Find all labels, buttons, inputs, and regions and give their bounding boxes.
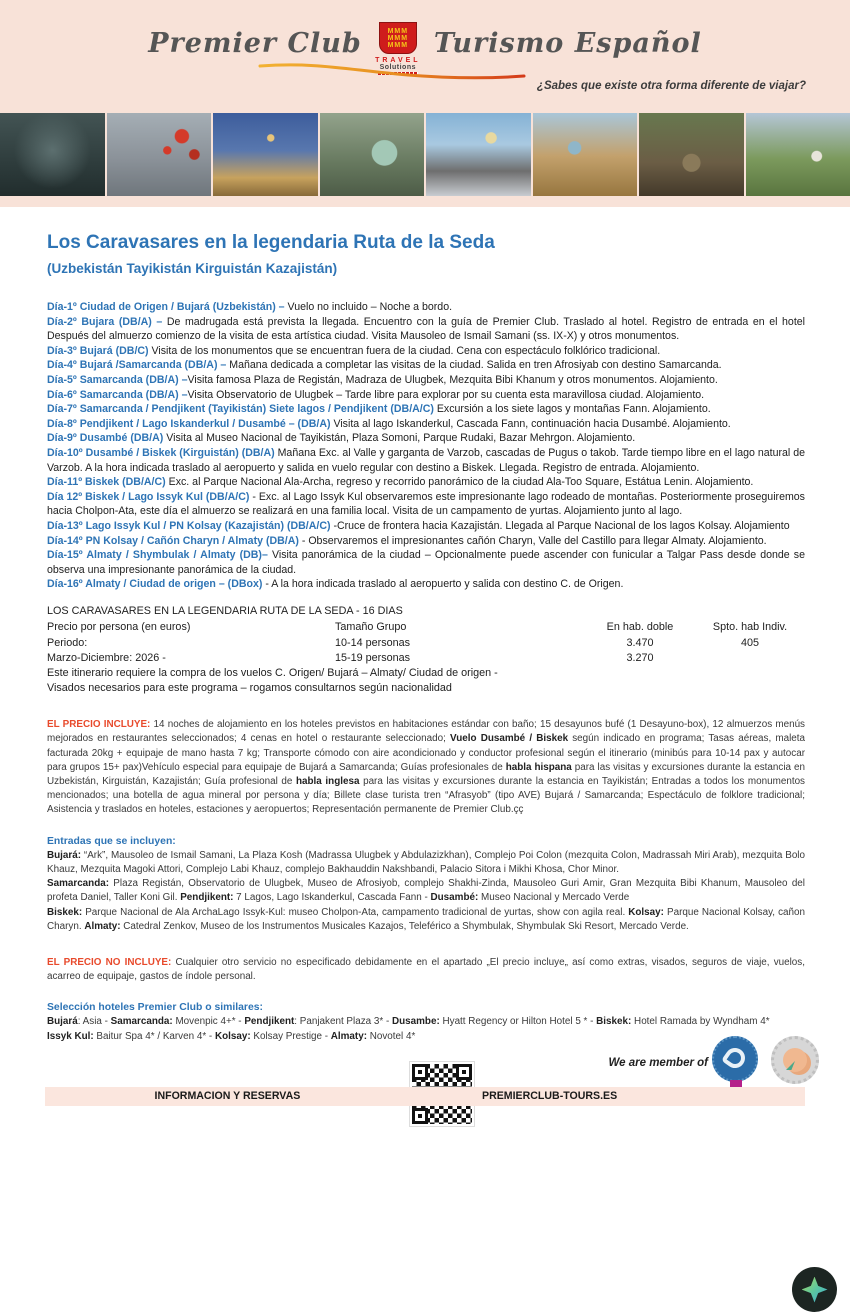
itinerary-day: Día-5º Samarcanda (DB/A) –Visita famosa Plaza de Registán, Madraza de Ulugbek, Mezquita Bibi Khanum y otros monumentos. Alojamiento.: [47, 373, 718, 386]
pricing-cell: 3.270: [626, 652, 654, 665]
price-includes-paragraph: EL PRECIO INCLUYE: 14 noches de alojamiento en los hoteles previstos en habitaciones estándar con baño; 15 desayunos bufé (1 Desayuno-box), 12 almuerzos menús mejorados en restaurantes seleccionados; 4 cenas en hotel o restaurante seleccionado; Vuelo Dusambé / Biskek según indicado en programa; Tasas aéreas, maleta facturada 20kg + equipaje de mano hasta 7 kg; Transporte cómodo con aire acondicionado y conductor profesional según el itinerario (minibús para 10-14 pax y autocar para grupos 15+ pax)Vehículo especial para equipaje de Bujará a Samarcanda; Guías profesionales de habla hispana para las visitas y excursiones durante la estancia en Uzbekistán, Kirguistán, Kazajistán; Guía profesional de habla inglesa para las visitas y excursiones durante la estancia en Tayikistán; Entradas a todos los monumentos mencionados; una botella de agua mineral por persona y día; Billete clase turista tren “Afrasyob” (tipo AVE) Bujará / Samarcanda; Espectáculo de folklore tradicional; Asistencia y traslados en hoteles, estaciones y aeropuertos; Representación permanente de Premier Club.çç: [47, 719, 805, 816]
itinerary-day: Día-4º Bujará /Samarcanda (DB/A) – Mañana dedicada a completar las visitas de la ciudad. Salida en tren Afrosiyab con destino Samarcanda.: [47, 359, 722, 372]
floating-widget-button[interactable]: [792, 1267, 837, 1312]
itinerary-day: Día-6º Samarcanda (DB/A) –Visita Observatorio de Ulugbek – Tarde libre para explorar por su cuenta esta maravillosa ciudad. Alojamiento.: [47, 388, 705, 401]
membership-seal-icon: [771, 1036, 819, 1084]
entradas-heading: Entradas que se incluyen:: [47, 835, 176, 847]
page-title: Los Caravasares en la legendaria Ruta de la Seda: [47, 232, 495, 253]
itinerary-day: Día-9º Dusambé (DB/A) Visita al Museo Nacional de Tayikistán, Plaza Somoni, Parque Rudaki, Bazar Mehrgon. Alojamiento.: [47, 432, 636, 445]
itinerary-day: Día-1º Ciudad de Origen / Bujará (Uzbekistán) – Vuelo no incluido – Noche a bordo.: [47, 301, 453, 313]
member-label: We are member of: [608, 1057, 708, 1069]
pricing-table: [47, 620, 805, 666]
pricing-heading: LOS CARAVASARES EN LA LEGENDARIA RUTA DE LA SEDA - 16 DIAS: [47, 604, 403, 617]
entradas-samarcanda: Samarcanda: Plaza Registán, Observatorio de Ulugbek, Museo de Afrosiyob, complejo Shakhi-Zinda, Mausoleo Guri Amir, Gran Mezquita Bibi Khanum, Mausoleo del profeta Daniel, Taller Koni Gil. Pendjikent: 7 Lagos, Lago Iskanderkul, Cascada Fann - Dusambé: Museo Nacional y Mercado Verde: [47, 878, 805, 904]
header-tagline: ¿Sabes que existe otra forma diferente de viajar?: [536, 80, 806, 92]
info-reservas-label: INFORMACION Y RESERVAS: [154, 1090, 301, 1102]
pricing-cell: Spto. hab Indiv.: [712, 620, 788, 633]
pricing-cell: [695, 651, 805, 666]
itinerary-day: Día-7º Samarcanda / Pendjikent (Tayikistán) Siete lagos / Pendjikent (DB/A/C) Excursión a los siete lagos y montañas Fann. Alojamiento.: [47, 403, 711, 416]
itinerary-day: Día-11º Biskek (DB/A/C) Exc. al Parque Nacional Ala-Archa, regreso y recorrido panorámico de la ciudad Ala-Too Square, Estátua Lenin. Alojamiento.: [47, 476, 754, 489]
entradas-biskek: Biskek: Parque Nacional de Ala ArchaLago Issyk-Kul: museo Cholpon-Ata, campamento tradicional de yurtas, show con agila real. Kolsay: Parque Nacional Kolsay, cañon Charyn. Almaty: Catedral Zenkov, Museo de los Instrumentos Musicales Kazajos, Teleférico a Shymbulak, Shymbulak Ski Resort, Mercado Verde.: [47, 906, 805, 932]
pricing-cell: Periodo:: [47, 636, 88, 649]
itinerary-day: Día-2º Bujara (DB/A) – De madrugada está prevista la llegada. Encuentro con la guía de Premier Club. Traslado al hotel. Registro de entrada en el hotel Después del almuerzo comienzo de la visita de esta artística ciudad. Visita Mausoleo de Ismail Samani (ss. IX-X) y otros monumentos.: [47, 315, 806, 343]
pricing-cell: 15-19 personas: [335, 652, 411, 665]
brand-premier-club: Premier Club: [148, 28, 362, 59]
page-subtitle: (Uzbekistán Tayikistán Kirguistán Kazajistán): [47, 261, 338, 276]
hotels-line-1: Bujará: Asia - Samarcanda: Movenpic 4+* - Pendjikent: Panjakent Plaza 3* - Dusambe: Hyatt Regency or Hilton Hotel 5 * - Biskek: Hotel Ramada by Wyndham 4*: [47, 1016, 770, 1028]
brand-turismo-espanol: Turismo Español: [433, 28, 702, 59]
photo-strip: [0, 113, 850, 196]
itinerary-section: [47, 300, 805, 592]
pricing-cell: 3.470: [626, 636, 654, 649]
photo-bridge-cathedral: [426, 113, 531, 196]
itinerary-day: Día-13º Lago Issyk Kul / PN Kolsay (Kazajistán) (DB/A/C) -Cruce de frontera hacia Kazajistán. Llegada al Parque Nacional de los lagos Kolsay. Alojamiento: [47, 519, 790, 532]
photo-temple-ruins: [639, 113, 744, 196]
pricing-cell: Precio por persona (en euros): [47, 620, 191, 633]
itinerary-day: Día-10º Dusambé / Biskek (Kirguistán) (DB/A) Mañana Exc. al Valle y garganta de Varzob, cascadas de Pugus o takob. Tarde tiempo libre en el lago natural de Varzob. A la hora indicada traslado al aeropuerto y salida en vuelo regular con destino a Biskek. Llegada. Registro de entrada. Alojamiento.: [47, 446, 805, 474]
itinerary-day: Día-14º PN Kolsay / Cañón Charyn / Almaty (DB/A) - Observaremos el impresionantes cañón Charyn, Valle del Castillo para llegar Almaty. Alojamiento.: [47, 534, 767, 547]
logo-travel-label: TRAVEL: [375, 57, 421, 64]
hotels-line-2: Issyk Kul: Baitur Spa 4* / Karven 4* - Kolsay: Kolsay Prestige - Almaty: Novotel 4*: [47, 1030, 416, 1042]
document-body: [47, 232, 805, 1044]
itinerary-day: Día 12º Biskek / Lago Issyk Kul (DB/A/C) - Exc. al Lago Issyk Kul observaremos este impresionante lago rodeado de montañas. Posteriormente proseguiremos hacia Cholpon-Ata, este día el almuerzo se realizará en una familia local. Visita de un campamento de yurtas. Alojamiento junto al lago.: [47, 490, 805, 518]
pricing-cell: Marzo-Diciembre: 2026 -: [47, 652, 166, 665]
shield-icon: MMM MMM MMM: [379, 22, 417, 54]
pricing-cell: 10-14 personas: [335, 636, 411, 649]
itinerary-day: Día-8º Pendjikent / Lago Iskanderkul / Dusambé – (DB/A) Visita al lago Iskanderkul, Cascada Fann, continuación hacia Dusambé. Alojamiento.: [47, 417, 731, 430]
price-not-includes-paragraph: EL PRECIO NO INCLUYE: Cualquier otro servicio no especificado debidamente en el apartado „El precio incluye„ así como extras, visados, seguros de viaje, vuelos, acarreo de equipaje, gastos de índole personal.: [47, 956, 805, 983]
footer-bar: [45, 1087, 805, 1106]
photo-mosque-dusk: [213, 113, 318, 196]
membership-badge-icon: [712, 1036, 758, 1082]
swoosh-decoration: [258, 60, 526, 84]
photo-fishermen: [0, 113, 105, 196]
photo-mountain-church: [746, 113, 850, 196]
header: [0, 0, 850, 207]
star-icon: [802, 1277, 828, 1303]
pricing-section: [47, 605, 805, 696]
photo-desert-city: [533, 113, 638, 196]
pricing-cell: En hab. doble: [606, 620, 674, 633]
photo-wall-red-lanterns: [107, 113, 212, 196]
itinerary-day: Día-3º Bujará (DB/C) Visita de los monumentos que se encuentran fuera de la ciudad. Cena con espectáculo folklórico tradicional.: [47, 344, 661, 357]
itinerary-day: Día-15º Almaty / Shymbulak / Almaty (DB)– Visita panorámica de la ciudad – Opcionalmente puede ascender con funicular a Talgar Pass desde donde se observa una impresionante panorámica de la ciudad.: [47, 549, 805, 576]
membership-badges: [712, 1036, 819, 1084]
logo-solutions-label: Solutions: [379, 64, 416, 71]
entradas-bujara: Bujará: “Ark”, Mausoleo de Ismail Samani, La Plaza Kosh (Madrassa Ulugbek y Abdulazizkhan), Complejo Poi Colon (mezquita Colon, Madrassah Miri Arab), mezquita Bolo Khauz, Mezquita Magoki Attori, Complejo Labi Khauz, complejo Bakhauddin Nakshbandi, Palacio Sitora i Mikhi Khosa, Chor Minor.: [47, 849, 805, 875]
visa-note: Visados necesarios para este programa – rogamos consultarnos según nacionalidad: [47, 682, 452, 695]
itinerary-day: Día-16º Almaty / Ciudad de origen – (DBox) - A la hora indicada traslado al aeropuerto y salida con destino C. de Origen.: [47, 578, 624, 591]
pricing-cell: 405: [740, 636, 759, 649]
website-link[interactable]: PREMIERCLUB-TOURS.ES: [482, 1090, 618, 1102]
flights-note: Este itinerario requiere la compra de los vuelos C. Origen/ Bujará – Almaty/ Ciudad de origen -: [47, 667, 498, 680]
pricing-cell: Tamaño Grupo: [335, 620, 407, 633]
hotels-heading: Selección hoteles Premier Club o similares:: [47, 1002, 263, 1014]
photo-dome-aerial: [320, 113, 425, 196]
